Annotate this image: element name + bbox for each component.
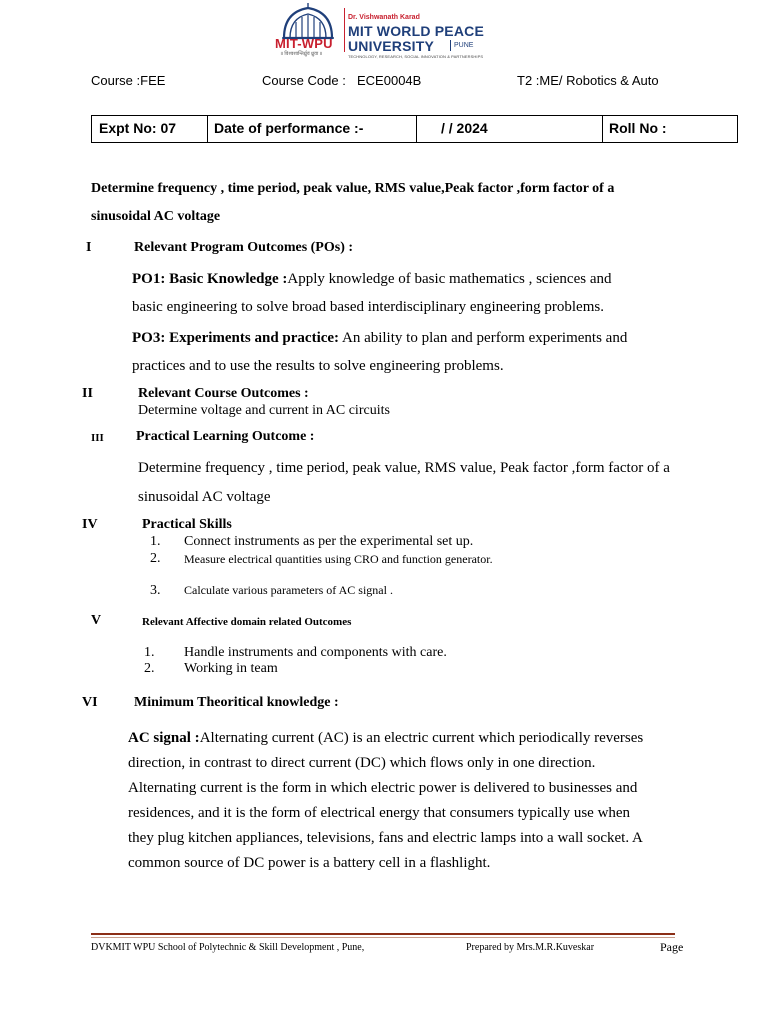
table-divider <box>416 116 417 142</box>
date-of-performance-value: / / 2024 <box>441 120 488 136</box>
course-term: T2 :ME/ Robotics & Auto <box>517 73 659 88</box>
ac-signal-label: AC signal : <box>128 730 200 746</box>
ac-signal-line1 <box>128 730 643 747</box>
section-heading-pos: Relevant Program Outcomes (POs) : <box>134 240 354 255</box>
section-heading-theory: Minimum Theoritical knowledge : <box>134 695 339 710</box>
list-item: Measure electrical quantities using CRO and function generator. <box>184 552 493 566</box>
footer-school: DVKMIT WPU School of Polytechnic & Skill Development , Pune, <box>91 942 365 953</box>
section-number: IV <box>82 517 98 532</box>
theory-line: Alternating current is the form in which electric power is delivered to businesses and <box>128 780 638 796</box>
po3-line1 <box>132 330 627 347</box>
list-item-number: 2. <box>150 551 161 566</box>
footer-page-label: Page <box>660 940 684 954</box>
experiment-title-line1: Determine frequency , time period, peak value, RMS value,Peak factor ,form factor of a <box>91 181 615 196</box>
list-item: Calculate various parameters of AC signal . <box>184 583 393 597</box>
list-item: Working in team <box>184 661 278 676</box>
po1-text: Apply knowledge of basic mathematics , sciences and <box>287 271 612 287</box>
logo-city: PUNE <box>454 42 474 49</box>
logo-city-divider <box>450 40 451 51</box>
roll-no: Roll No : <box>609 120 667 136</box>
section-heading-practical-learning: Practical Learning Outcome : <box>136 429 315 444</box>
experiment-info-table <box>91 115 738 143</box>
section-number: VI <box>82 695 98 710</box>
list-item-number: 1. <box>150 534 161 549</box>
po1-line1 <box>132 271 611 288</box>
course-outcome-text: Determine voltage and current in AC circuits <box>138 403 390 418</box>
po3-line2: practices and to use the results to solve engineering problems. <box>132 358 504 374</box>
expt-no: Expt No: 07 <box>99 120 177 136</box>
practical-learning-line2: sinusoidal AC voltage <box>138 489 271 505</box>
section-number: I <box>86 240 92 255</box>
list-item-number: 1. <box>144 645 155 660</box>
list-item: Handle instruments and components with care. <box>184 645 447 660</box>
course-code-label: Course Code : <box>262 73 346 88</box>
logo-brand-short: MIT-WPU <box>275 36 333 51</box>
footer-rule <box>91 937 675 938</box>
practical-learning-line1: Determine frequency , time period, peak value, RMS value, Peak factor ,form factor of a <box>138 460 670 476</box>
ac-signal-text: Alternating current (AC) is an electric current which periodically reverses <box>199 730 644 746</box>
theory-line: common source of DC power is a battery cell in a flashlight. <box>128 855 491 871</box>
section-heading-practical-skills: Practical Skills <box>142 517 232 532</box>
logo-name-line1: MIT WORLD PEACE <box>348 23 484 39</box>
date-of-performance-label: Date of performance :- <box>214 120 364 136</box>
university-logo <box>274 0 504 62</box>
table-divider <box>602 116 603 142</box>
logo-founder: Dr. Vishwanath Karad <box>348 14 420 21</box>
section-heading-affective-outcomes: Relevant Affective domain related Outcomes <box>142 616 352 628</box>
list-item-number: 2. <box>144 661 155 676</box>
footer-prepared-by: Prepared by Mrs.M.R.Kuveskar <box>466 942 595 953</box>
logo-name-line2: UNIVERSITY <box>348 38 435 54</box>
course-name: Course :FEE <box>91 73 166 88</box>
po1-line2: basic engineering to solve broad based interdisciplinary engineering problems. <box>132 299 604 315</box>
logo-divider <box>344 8 345 52</box>
po3-text: An ability to plan and perform experiments and <box>339 330 628 346</box>
po3-label: PO3: Experiments and practice: <box>132 330 340 346</box>
section-number: V <box>91 613 102 628</box>
po1-label: PO1: Basic Knowledge : <box>132 271 288 287</box>
logo-tagline: ॥ विश्वशान्तिर्ध्रुवं ध्रुवा ॥ <box>280 51 323 57</box>
footer-rule <box>91 933 675 935</box>
section-number: III <box>91 432 104 444</box>
section-number: II <box>82 386 93 401</box>
section-heading-course-outcomes: Relevant Course Outcomes : <box>138 386 309 401</box>
theory-line: direction, in contrast to direct current (DC) which flows only in one direction. <box>128 755 596 771</box>
experiment-title-line2: sinusoidal AC voltage <box>91 209 221 224</box>
list-item-number: 3. <box>150 583 161 598</box>
theory-line: residences, and it is the form of electrical energy that consumers typically use when <box>128 805 631 821</box>
theory-line: they plug kitchen appliances, televisions, fans and electric lamps into a wall socket. A <box>128 830 643 846</box>
table-divider <box>207 116 208 142</box>
logo-subtitle: TECHNOLOGY, RESEARCH, SOCIAL INNOVATION & PARTNERSHIPS <box>348 54 484 59</box>
course-code: ECE0004B <box>357 73 422 88</box>
list-item: Connect instruments as per the experimental set up. <box>184 534 474 549</box>
